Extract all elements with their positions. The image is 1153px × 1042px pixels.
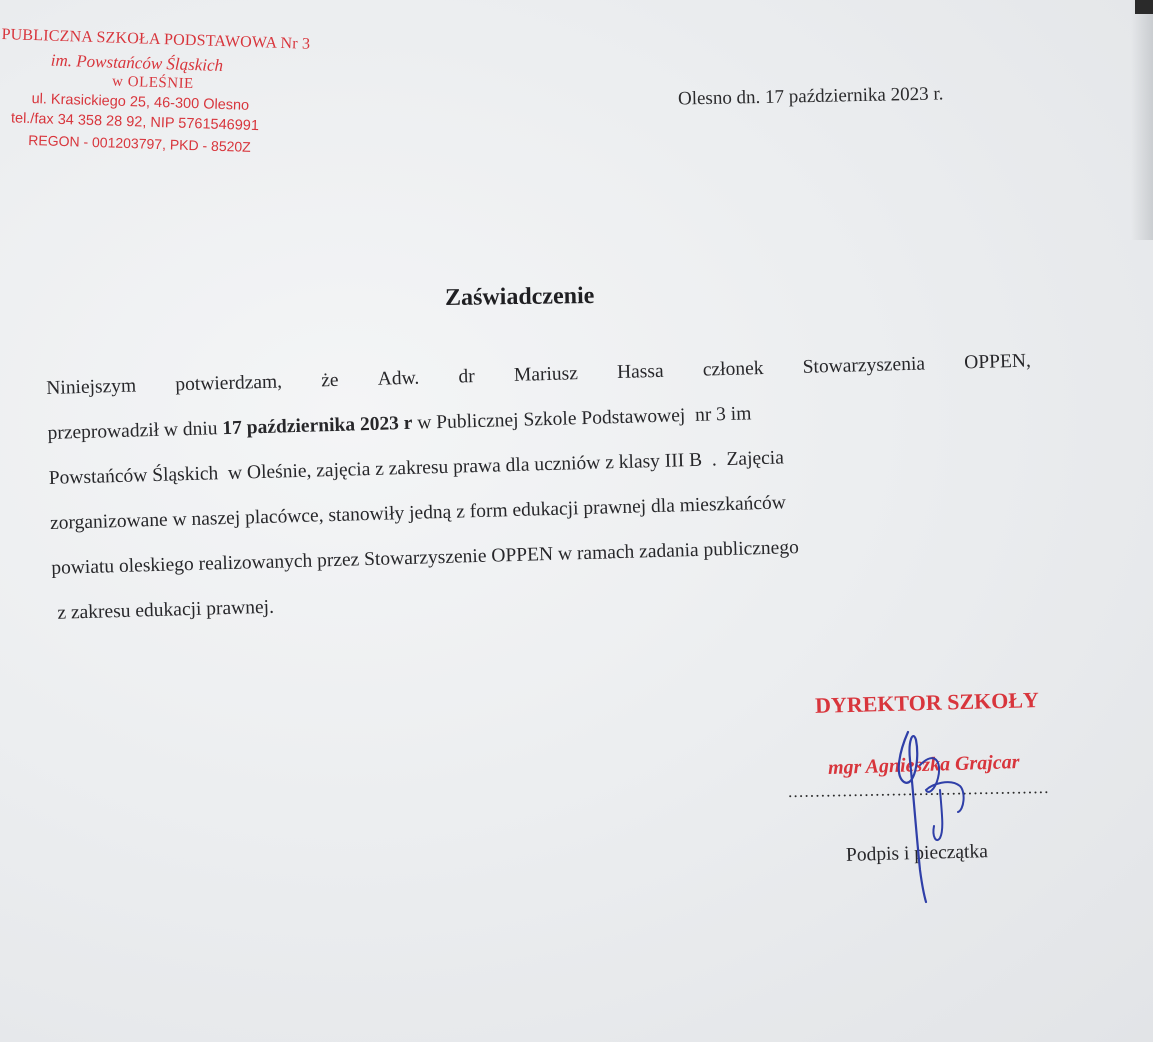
body-word: Hassa: [616, 360, 664, 384]
stamp-line-school-name: PUBLICZNA SZKOŁA PODSTAWOWA Nr 3: [1, 26, 311, 53]
corner-mark: [1135, 0, 1153, 14]
document-title: Zaświadczenie: [444, 282, 595, 312]
body-line-5: powiatu oleskiego realizowanych przez Stowarzyszenie OPPEN w ramach zadania publicznego: [51, 537, 800, 579]
body-word: Mariusz: [513, 363, 579, 386]
body-word: dr: [458, 366, 476, 388]
stamp-line-address: ul. Krasickiego 25, 46-300 Olesno: [31, 91, 250, 114]
stamp-line-patron: im. Powstańców Śląskich: [50, 50, 224, 76]
document-date: Olesno dn. 17 października 2023 r.: [677, 83, 944, 110]
body-text-segment: w Publicznej Szkole Podstawowej nr 3 im: [412, 403, 752, 434]
body-bold-date: 17 października 2023 r: [222, 412, 413, 440]
body-text-segment: przeprowadził w dniu: [47, 418, 223, 444]
signature-dotted-line: ................................................: [787, 777, 1050, 802]
director-title: DYREKTOR SZKOŁY: [814, 687, 1040, 718]
stamp-line-contact: tel./fax 34 358 28 92, NIP 5761546991: [10, 110, 260, 135]
stamp-line-city: w OLEŚNIE: [111, 73, 194, 93]
handwritten-signature: [880, 720, 990, 905]
body-word: Niniejszym: [46, 375, 137, 399]
body-word: potwierdzam,: [175, 371, 283, 396]
stamp-line-regon: REGON - 001203797, PKD - 8520Z: [28, 131, 252, 155]
body-line-3: Powstańców Śląskich w Oleśnie, zajęcia z zakresu prawa dla uczniów z klasy III B . Zajęcia: [48, 447, 785, 489]
body-word: że: [320, 369, 339, 392]
director-name: mgr Agnieszka Grajcar: [827, 750, 1020, 780]
signature-label: Podpis i pieczątka: [845, 841, 989, 866]
body-word: Stowarzyszenia: [802, 353, 926, 378]
body-word: OPPEN,: [963, 350, 1032, 374]
document-body: [46, 349, 1093, 648]
page-edge-shadow: [1131, 0, 1153, 240]
school-stamp: [0, 22, 360, 168]
body-line-6: z zakresu edukacji prawnej.: [52, 596, 275, 624]
body-line-4: zorganizowane w naszej placówce, stanowiły jedną z form edukacji prawnej dla mieszkańców: [49, 492, 787, 534]
body-word: Adw.: [377, 367, 420, 390]
body-word: członek: [702, 357, 764, 381]
